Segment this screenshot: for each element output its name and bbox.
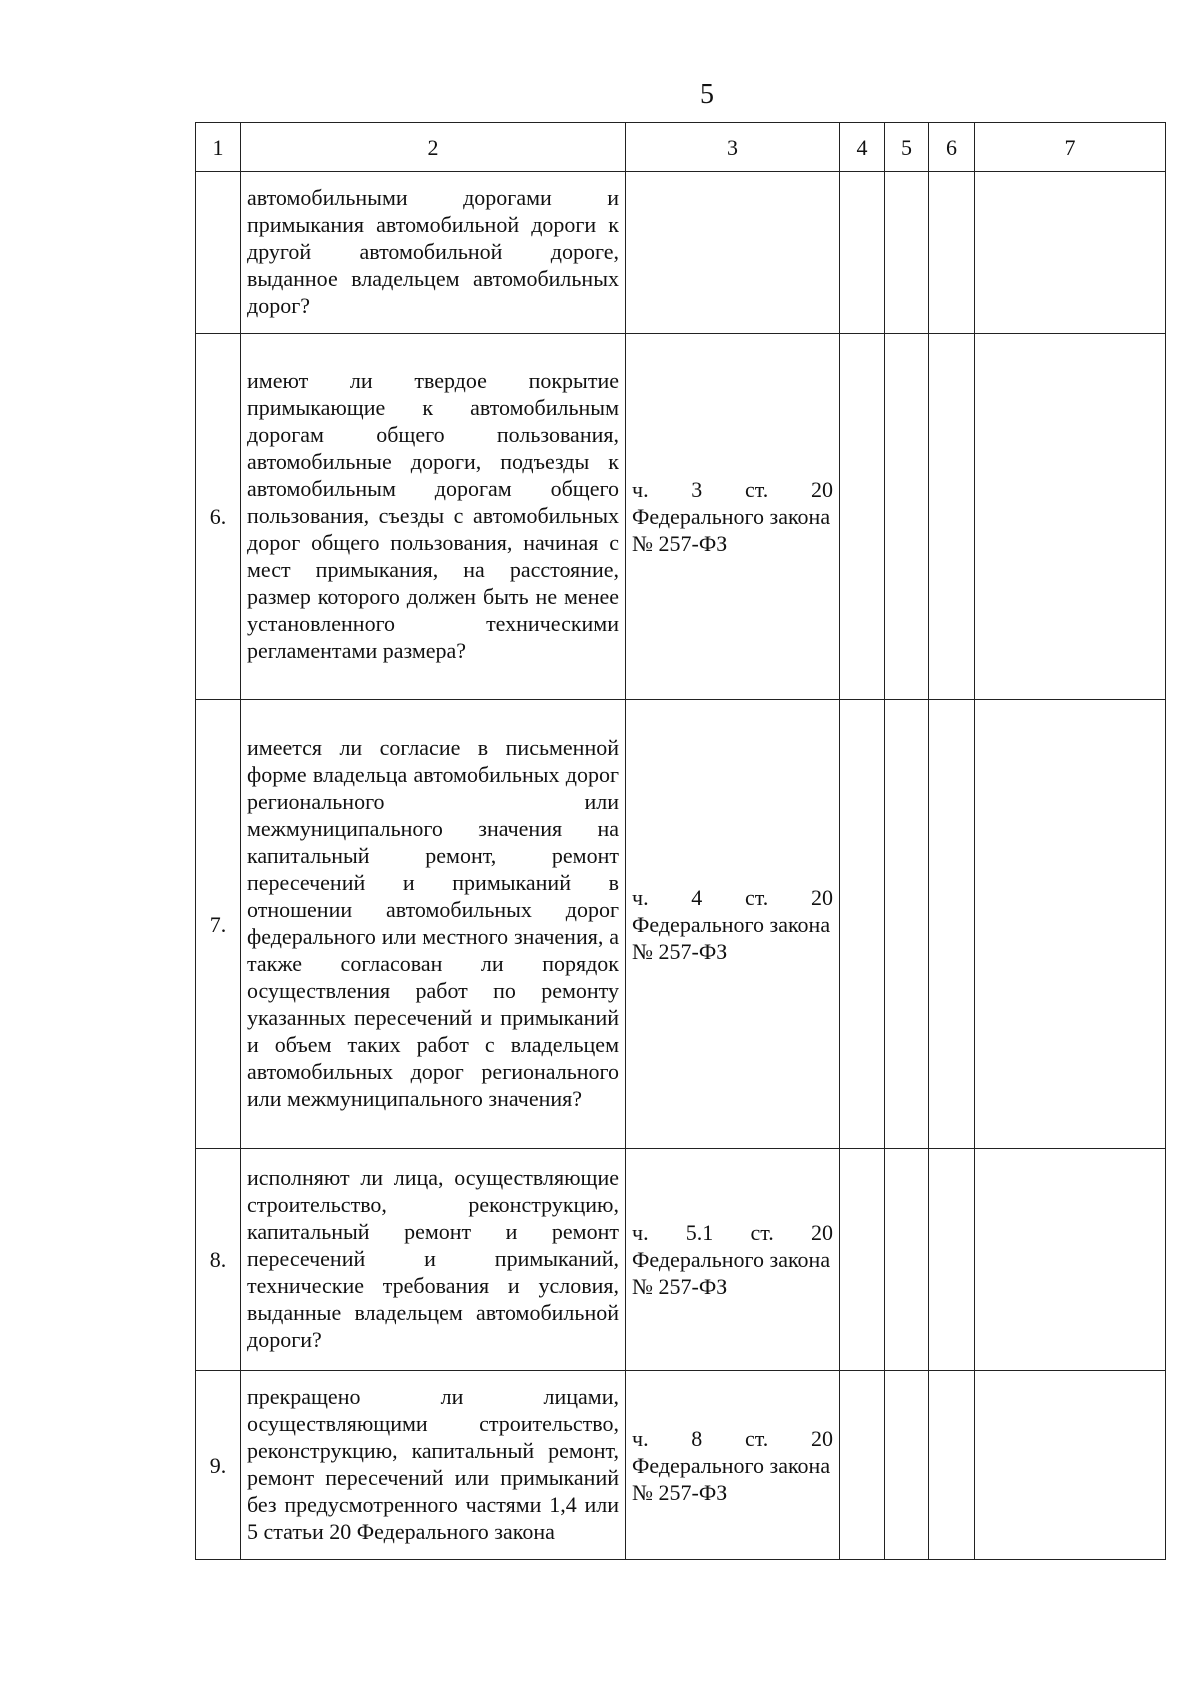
- law-reference: [626, 700, 840, 1149]
- law-part: ч.: [632, 1425, 649, 1451]
- page-number: 5: [700, 79, 714, 110]
- law-part: ст.: [745, 1425, 769, 1451]
- law-reference: [626, 334, 840, 700]
- question-text: прекращено ли лицами, осуществляющими строительство, реконструкцию, капитальный ремонт, ремонт пересечений или примыканий без предусмотренного частями 1,4 или 5 статьи 20 Федерального закона: [241, 1371, 626, 1560]
- row-number: 7.: [196, 700, 241, 1149]
- question-text: автомобильными дорогами и примыкания автомобильной дороги к другой автомобильной дороге, выданное владельцем автомобильных дорог?: [241, 172, 626, 334]
- row-number: 9.: [196, 1371, 241, 1560]
- law-name: Федерального закона № 257-ФЗ: [632, 1452, 831, 1505]
- column-header: 4: [840, 123, 885, 172]
- answer-cell: [929, 700, 975, 1149]
- answer-cell: [840, 172, 885, 334]
- column-header: 1: [196, 123, 241, 172]
- answer-cell: [929, 172, 975, 334]
- law-reference: [626, 1371, 840, 1560]
- law-part: 20: [810, 1425, 833, 1451]
- law-part: ст.: [745, 477, 769, 502]
- header-row: [196, 123, 1166, 172]
- table-row: [196, 1149, 1166, 1371]
- table-row: [196, 334, 1166, 700]
- note-cell: [975, 1149, 1166, 1371]
- table-row: [196, 1371, 1166, 1560]
- note-cell: [975, 700, 1166, 1149]
- row-number: 8.: [196, 1149, 241, 1371]
- answer-cell: [885, 1371, 929, 1560]
- answer-cell: [885, 334, 929, 700]
- answer-cell: [885, 700, 929, 1149]
- answer-cell: [840, 1371, 885, 1560]
- law-part: 20: [810, 477, 833, 502]
- question-text: исполняют ли лица, осуществляющие строительство, реконструкцию, капитальный ремонт и ремонт пересечений и примыканий, технические требования и условия, выданные владельцем автомобильной дороги?: [241, 1149, 626, 1371]
- note-cell: [975, 334, 1166, 700]
- column-header: 2: [241, 123, 626, 172]
- law-part: 5.1: [685, 1220, 714, 1245]
- question-text: имеется ли согласие в письменной форме владельца автомобильных дорог регионального или межмуниципального значения на капитальный ремонт, ремонт пересечений и примыканий в отношении автомобильных дорог федерального или местного значения, а также согласован ли порядок осуществления работ по ремонту указанных пересечений и примыканий и объем таких работ с владельцем автомобильных дорог регионального или межмуниципального значения?: [241, 700, 626, 1149]
- law-part: ст.: [750, 1220, 774, 1245]
- law-name: Федерального закона № 257-ФЗ: [632, 911, 831, 964]
- answer-cell: [840, 1149, 885, 1371]
- law-part: 20: [810, 884, 833, 910]
- answer-cell: [840, 700, 885, 1149]
- column-header: 5: [885, 123, 929, 172]
- note-cell: [975, 1371, 1166, 1560]
- question-text: имеют ли твердое покрытие примыкающие к автомобильным дорогам общего пользования, автомобильные дороги, подъезды к автомобильным дорогам общего пользования, съезды с автомобильных дорог общего пользования, начиная с мест примыкания, на расстояние, размер которого должен быть не менее установленного техническими регламентами размера?: [241, 334, 626, 700]
- law-name: Федерального закона № 257-ФЗ: [632, 504, 831, 556]
- law-name: Федерального закона № 257-ФЗ: [632, 1247, 831, 1299]
- law-part: 20: [810, 1220, 833, 1245]
- answer-cell: [929, 1149, 975, 1371]
- answer-cell: [840, 334, 885, 700]
- note-cell: [975, 172, 1166, 334]
- answer-cell: [885, 1149, 929, 1371]
- answer-cell: [929, 1371, 975, 1560]
- law-part: 3: [691, 477, 703, 502]
- law-part: ч.: [632, 477, 649, 502]
- column-header: 3: [626, 123, 840, 172]
- row-number: [196, 172, 241, 334]
- table-row: [196, 700, 1166, 1149]
- table-row: [196, 172, 1166, 334]
- law-reference: [626, 1149, 840, 1371]
- law-part: 8: [691, 1425, 703, 1451]
- checklist-table: [195, 122, 1166, 1560]
- column-header: 6: [929, 123, 975, 172]
- law-part: 4: [691, 884, 703, 910]
- answer-cell: [885, 172, 929, 334]
- law-part: ч.: [632, 884, 649, 910]
- row-number: 6.: [196, 334, 241, 700]
- law-part: ч.: [632, 1220, 649, 1245]
- column-header: 7: [975, 123, 1166, 172]
- answer-cell: [929, 334, 975, 700]
- law-part: ст.: [745, 884, 769, 910]
- law-reference: [626, 172, 840, 334]
